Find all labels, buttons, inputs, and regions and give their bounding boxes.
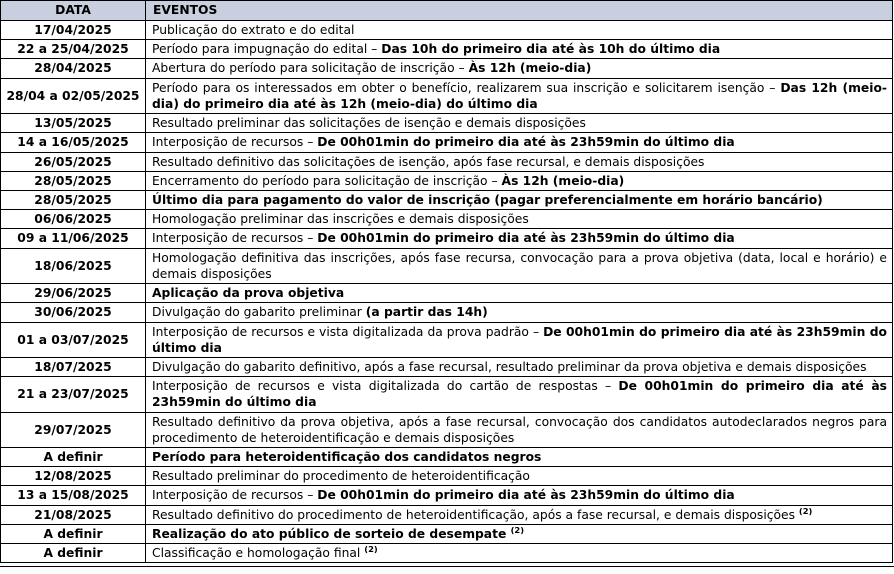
table-header	[1, 1, 893, 21]
event-text-run: Divulgação do gabarito definitivo, após a fase recursal, resultado preliminar da prova objetiva e demais disposições	[152, 359, 867, 374]
table-row	[1, 210, 893, 229]
event-text-run: Período para os interessados em obter o benefício, realizarem sua inscrição e solicitarem isenção –	[152, 80, 781, 95]
cell-date: 12/08/2025	[1, 467, 146, 486]
cell-event	[146, 40, 893, 59]
event-text-run: De 00h01min do primeiro dia até às 23h59min do último dia	[317, 135, 735, 150]
event-text-run: Resultado definitivo das solicitações de isenção, após fase recursal, e demais disposições	[152, 154, 705, 169]
cell-event	[146, 152, 893, 171]
event-text-run: Aplicação da prova objetiva	[152, 286, 345, 301]
event-text-run: Realização do ato público de sorteio de desempate	[152, 526, 511, 541]
table-row	[1, 114, 893, 133]
event-text-run: Interposição de recursos –	[152, 231, 318, 246]
column-header-data: DATA	[1, 1, 146, 21]
cell-event	[146, 21, 893, 40]
cell-event	[146, 190, 893, 209]
cell-date: A definir	[1, 524, 146, 543]
table-row	[1, 59, 893, 78]
cell-date: 09 a 11/06/2025	[1, 229, 146, 248]
event-text-run: Às 12h (meio-dia)	[501, 173, 625, 188]
cell-event	[146, 133, 893, 152]
event-text-run: Interposição de recursos e vista digitalizada do cartão de respostas –	[152, 379, 619, 394]
cell-date: 28/04 a 02/05/2025	[1, 78, 146, 113]
event-text-run: De 00h01min do primeiro dia até às 23h59min do último dia	[317, 231, 735, 246]
cell-date: 22 a 25/04/2025	[1, 40, 146, 59]
cell-event	[146, 210, 893, 229]
cell-event	[146, 303, 893, 322]
cell-date: 06/06/2025	[1, 210, 146, 229]
cell-date: 01 a 03/07/2025	[1, 322, 146, 357]
cell-date: 21 a 23/07/2025	[1, 377, 146, 412]
cell-event	[146, 377, 893, 412]
event-text-run: (2)	[798, 505, 813, 516]
event-text-run: De 00h01min do primeiro dia até às 23h59min do último dia	[152, 379, 887, 410]
event-text-run: Último dia para pagamento do valor de inscrição (pagar preferencialmente em horário bancário)	[152, 192, 823, 207]
event-text-run: (2)	[364, 544, 378, 555]
cell-date: 18/07/2025	[1, 357, 146, 376]
event-text-run: Interposição de recursos –	[152, 488, 318, 503]
table-row	[1, 190, 893, 209]
cell-date: 14 a 16/05/2025	[1, 133, 146, 152]
cell-date: 26/05/2025	[1, 152, 146, 171]
table-body	[1, 21, 893, 563]
event-text-run: Publicação do extrato e do edital	[152, 23, 355, 37]
cell-event	[146, 78, 893, 113]
event-text-run: Resultado preliminar das solicitações de isenção e demais disposições	[152, 116, 586, 131]
table-row	[1, 284, 893, 303]
table-row	[1, 467, 893, 486]
cell-date: A definir	[1, 544, 146, 563]
cell-event	[146, 448, 893, 467]
header-row	[1, 1, 893, 21]
event-text-run: Homologação definitiva das inscrições, após fase recursa, convocação para a prova objetiva (data, local e horário) e demais disposições	[152, 250, 887, 281]
cell-event	[146, 486, 893, 505]
cell-date: 28/04/2025	[1, 59, 146, 78]
cell-event	[146, 59, 893, 78]
cell-date: A definir	[1, 448, 146, 467]
table-row	[1, 303, 893, 322]
event-text-run: Resultado preliminar do procedimento de heteroidentificação	[152, 469, 530, 484]
cell-date: 30/06/2025	[1, 303, 146, 322]
cell-date: 13 a 15/08/2025	[1, 486, 146, 505]
table-row	[1, 171, 893, 190]
table-row	[1, 248, 893, 283]
table-row	[1, 505, 893, 524]
cell-event	[146, 357, 893, 376]
event-text-run: Às 12h (meio-dia)	[468, 61, 592, 76]
table-row	[1, 357, 893, 376]
event-text-run: Período para heteroidentificação dos candidatos negros	[152, 450, 542, 465]
event-text-run: Das 12h (meio-dia) do primeiro dia até às 12h (meio-dia) do último dia	[152, 80, 887, 111]
cell-date: 17/04/2025	[1, 21, 146, 40]
cell-event	[146, 322, 893, 357]
cell-date: 28/05/2025	[1, 190, 146, 209]
event-text-run: Divulgação do gabarito preliminar	[152, 305, 366, 320]
event-text-run: De 00h01min do primeiro dia até às 23h59min do último dia	[152, 324, 887, 355]
table-row	[1, 486, 893, 505]
event-text-run: Classificação e homologação final	[152, 546, 365, 561]
table-row	[1, 78, 893, 113]
event-text-run: (a partir das 14h)	[365, 305, 488, 320]
event-text-run: Abertura do período para solicitação de inscrição –	[152, 61, 469, 76]
table-row	[1, 544, 893, 563]
cell-date: 18/06/2025	[1, 248, 146, 283]
cell-event	[146, 524, 893, 543]
cell-date: 21/08/2025	[1, 505, 146, 524]
table-row	[1, 448, 893, 467]
cell-date: 29/06/2025	[1, 284, 146, 303]
cell-event	[146, 505, 893, 524]
table-row	[1, 377, 893, 412]
table-row	[1, 412, 893, 447]
event-text-run: Período para impugnação do edital –	[152, 42, 382, 57]
cell-event	[146, 171, 893, 190]
table-row	[1, 152, 893, 171]
event-text-run: Homologação preliminar das inscrições e demais disposições	[152, 212, 529, 227]
table-row	[1, 229, 893, 248]
table-row	[1, 133, 893, 152]
cell-date: 29/07/2025	[1, 412, 146, 447]
cell-event	[146, 544, 893, 563]
event-text-run: Interposição de recursos e vista digitalizada da prova padrão –	[152, 324, 544, 339]
event-text-run: Resultado definitivo do procedimento de heteroidentificação, após a fase recursal, e demais disposições	[152, 507, 799, 522]
cell-date: 28/05/2025	[1, 171, 146, 190]
event-text-run: Encerramento do período para solicitação de inscrição –	[152, 173, 502, 188]
table-row	[1, 322, 893, 357]
column-header-eventos: EVENTOS	[146, 1, 893, 21]
event-text-run: (2)	[510, 524, 525, 535]
event-text-run: Interposição de recursos –	[152, 135, 318, 150]
sheet-bottom-edge	[0, 566, 894, 574]
cell-date: 13/05/2025	[1, 114, 146, 133]
cell-event	[146, 248, 893, 283]
cell-event	[146, 412, 893, 447]
table-row	[1, 524, 893, 543]
cell-event	[146, 114, 893, 133]
event-text-run: De 00h01min do primeiro dia até às 23h59min do último dia	[317, 488, 735, 503]
table-row	[1, 40, 893, 59]
event-text-run: Resultado definitivo da prova objetiva, após a fase recursal, convocação dos candidatos autodeclarados negros para procedimento de heteroidentificação e demais disposições	[152, 414, 887, 445]
cell-event	[146, 284, 893, 303]
event-text-run: Das 10h do primeiro dia até às 10h do último dia	[381, 42, 721, 57]
cell-event	[146, 229, 893, 248]
cell-event	[146, 467, 893, 486]
table-row	[1, 21, 893, 40]
